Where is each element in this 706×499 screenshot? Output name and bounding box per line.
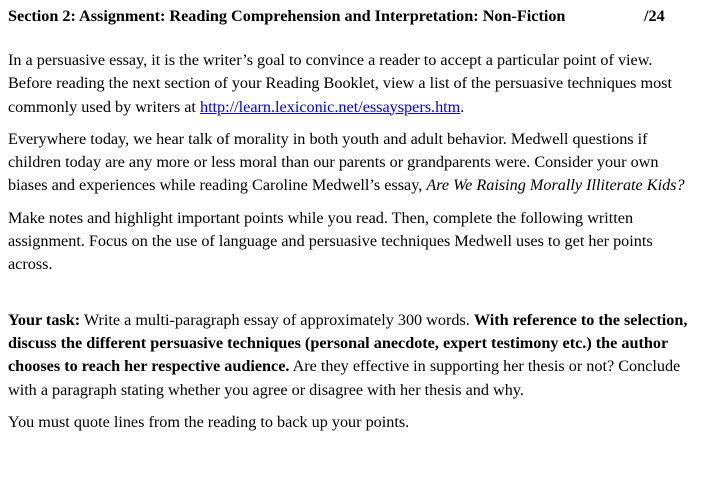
intro-text-end: . [460, 97, 465, 116]
notes-paragraph [8, 207, 700, 277]
section-header [8, 5, 700, 27]
document-page [8, 5, 700, 434]
section-title: Section 2: Assignment: Reading Comprehension and Interpretation: Non-Fiction [8, 7, 566, 25]
task-text-bold: With reference to the selection, discuss the different persuasive techniques (personal anecdote, expert testimony etc.) the author chooses to reach her respective audience. [8, 310, 688, 376]
task-text-1: Write a multi-paragraph essay of approximately 300 words. [80, 310, 474, 329]
essay-title: Are We Raising Morally Illiterate Kids? [426, 176, 685, 195]
intro-text: In a persuasive essay, it is the writer’s goal to convince a reader to accept a particular point of view. Before reading the next section of your Reading Booklet, view a list of the persuasive techniques most commonly used by writers at [8, 51, 672, 116]
context-text: Everywhere today, we hear talk of morality in both youth and adult behavior. Medwell questions if children today are any more or less moral than our parents or grandparents were. Consider your own biases and experiences while reading Caroline Medwell’s essay, [8, 129, 659, 195]
notes-text: Make notes and highlight important points while you read. Then, complete the following written assignment. Focus on the use of language and persuasive techniques Medwell uses to get her points across. [8, 208, 653, 274]
context-paragraph [8, 128, 700, 198]
closing-paragraph [8, 411, 700, 434]
task-label: Your task: [8, 310, 81, 329]
intro-paragraph [8, 49, 700, 119]
closing-text: You must quote lines from the reading to back up your points. [8, 412, 410, 431]
task-paragraph [8, 309, 700, 402]
essay-techniques-link[interactable]: http://learn.lexiconic.net/essayspers.htm [199, 97, 461, 116]
score-label: /24 [644, 7, 665, 25]
task-text-2: Are they effective in supporting her thesis or not? Conclude with a paragraph stating whether you agree or disagree with her thesis and why. [8, 357, 681, 399]
